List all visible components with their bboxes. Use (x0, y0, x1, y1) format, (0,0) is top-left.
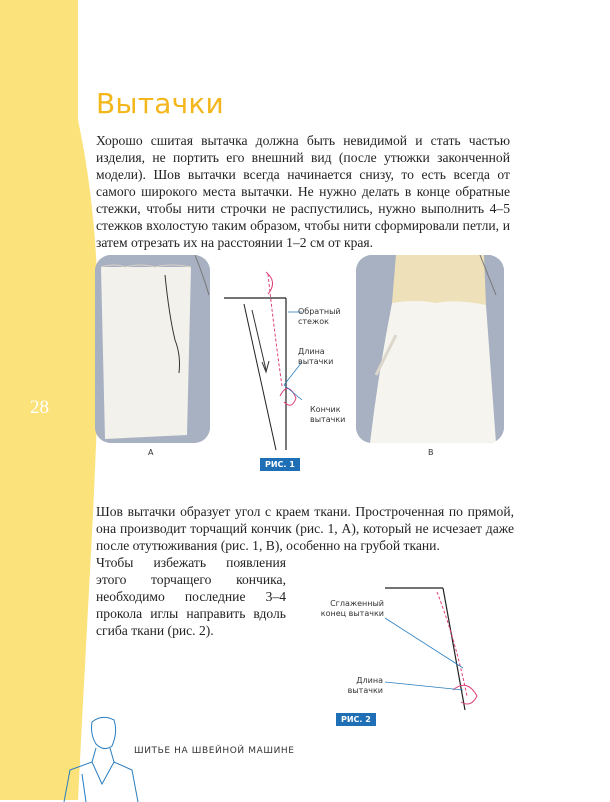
angle-paragraph: Шов вытачки образует угол с краем ткани. Простроченная по прямой, она производит торчащий кончик (рис. 1, A), который не исчезает даже после отутюживания (рис. 1, B), особенно на грубой ткани. (96, 504, 514, 553)
figure1-label-b: B (428, 448, 434, 457)
photo-a (95, 255, 210, 443)
footer-title: ШИТЬЕ НА ШВЕЙНОЙ МАШИНЕ (134, 746, 295, 756)
annotation-dart-length-2: Длина вытачки (347, 676, 383, 695)
page-number: 28 (30, 397, 49, 418)
annotation-dart-tip: Кончик вытачки (310, 405, 346, 424)
annotation-dart-length-1: Длина вытачки (298, 347, 334, 366)
annotation-back-stitch: Обратный стежок (298, 307, 341, 326)
page-title: Вытачки (96, 87, 224, 120)
figure2-diagram (385, 578, 485, 728)
annotation-smoothed-end: Сглаженный конец вытачки (320, 599, 384, 618)
figure1-badge: РИС. 1 (260, 458, 300, 471)
figure2-badge: РИС. 2 (336, 713, 376, 726)
photo-a-fabric (95, 255, 210, 443)
figure1-diagram (222, 270, 302, 470)
avoid-paragraph: Чтобы избежать появления этого торчащего кончика, необходимо последние 3–4 прокола иглы направить вдоль сгиба ткани (рис. 2). (96, 555, 286, 638)
photo-b-fabric (356, 255, 504, 443)
photo-b (356, 255, 504, 443)
fashion-figure-illustration (62, 712, 142, 802)
figure1-label-a: A (148, 448, 154, 457)
intro-paragraph: Хорошо сшитая вытачка должна быть невидимой и стать частью изделия, не портить его внешний вид (после утюжки законченной модели). Шов вытачки всегда начинается снизу, то есть всегда от самого широкого места вытачки. Не нужно делать в конце обратные стежки, чтобы нити строчки не распустились, нужно выполнить 4–5 стежков вхолостую таким образом, чтобы нити сформировали петли, и затем отрезать их на расстоянии 1–2 см от края. (96, 133, 510, 250)
